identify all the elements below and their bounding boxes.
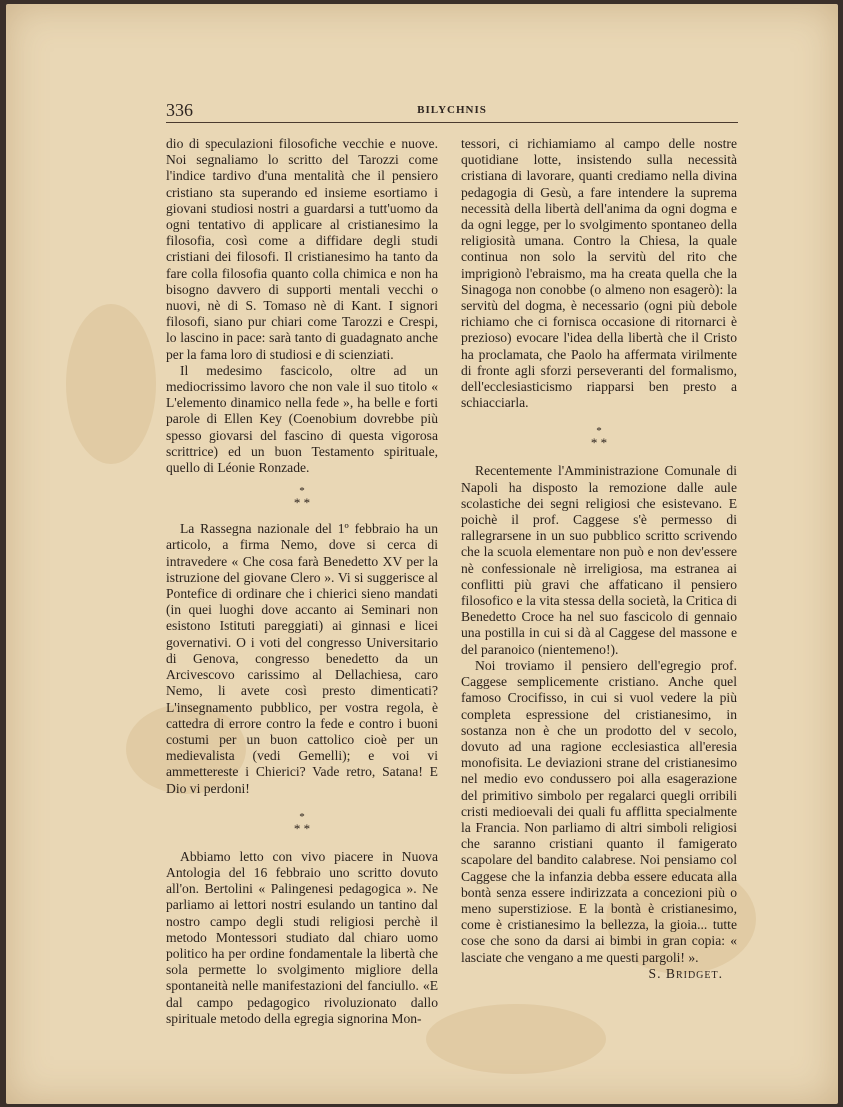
paper-stain xyxy=(426,1004,606,1074)
section-separator: * * * xyxy=(293,485,311,511)
paragraph: dio di speculazioni filosofiche vecchie e nuove. Noi segnaliamo lo scritto del Tarozzi come l'indice tardivo d'una mentalità che il pensiero cristiano sta superando ed insieme esortiamo i giovani studiosi nostri a guardarsi a tutt'uomo da ogni tentativo di applicare al cristianesimo la filosofia, così come a diffidare degli studi cristiani dei filosofi. Il cristianesimo ha tanto da fare colla filosofia quanto colla chimica e non ha bisogno davvero di supporti mentali vecchi o nuovi, nè di S. Tomaso nè di Kant. I signori filosofi, siano pur chiari come Tarozzi e Crespi, lo lascino in pace: sarà tanto di guadagnato anche per la fama loro di studiosi e di scienziati. xyxy=(166,136,438,362)
paragraph: Noi troviamo il pensiero dell'egregio prof. Caggese semplicemente cristiano. Anche quel famoso Crocifisso, in cui si vuol vedere la più completa espressione del cristianesimo, in sostanza non è che un prodotto del v secolo, dovuto ad una ragione ecclesiastica all'eresia monofisita. Le deviazioni strane del cristianesimo nel medio evo condussero poi alla esagerazione del primitivo simbolo per regalarci quegli orribili cristi medioevali dei quali fu afflitta specialmente la Francia. Non parliamo di altri simboli religiosi che saranno cristiani quanto il famigerato scapolare del bandito calabrese. Noi pensiamo col Caggese che la infanzia debba essere educata alla bontà senza essere indirizzata a concezioni più o meno superstiziose. E la bontà è cristianesimo, come è cristianesimo la bellezza, la gioia... tutte cose che sono da darsi ai bimbi in gran copia: « lasciate che vengano a me questi pargoli! ». xyxy=(461,657,737,965)
section-separator: * * * xyxy=(590,425,608,451)
journal-title: BILYCHNIS xyxy=(417,104,487,116)
right-column xyxy=(461,136,737,982)
paragraph: Recentemente l'Amministrazione Comunale di Napoli ha disposto la remozione dalle aule scolastiche dei segni religiosi che esistevano. E poichè il prof. Caggese s'è permesso di rallegrarsene in un suo pubblico scritto scrivendo che la scuola elementare non può e non dev'essere nè confessionale nè irreligiosa, ma estranea ai conflitti più gravi che affaticano il pensiero filosofico e la vita stessa della società, la Critica di Benedetto Croce ha nel suo fascicolo di gennaio una postilla in cui si dà al Caggese del massone e del paranoico (nientemeno!). xyxy=(461,463,737,657)
paragraph: La Rassegna nazionale del 1º febbraio ha un articolo, a firma Nemo, dove si cerca di intravedere « Che cosa farà Benedetto XV per la istruzione del giovane Clero ». Vi si suggerisce al Pontefice di ordinare che i chierici sieno mandati (in quei luoghi dove accanto ai Seminari non esistono Istituti pareggiati) ai ginnasi e licei governativi. O i voti del congresso Universitario di Genova, congresso benedetto da un Arcivescovo carissimo al Dellachiesa, caro Nemo, li avete così presto dimenticati? L'insegnamento pubblico, per vostra regola, è cattedra di errore contro la fede e contro i buoni costumi per un buon cattolico cioè per un medievalista (vedi Gemelli); e voi vi ammettereste i Chierici? Vade retro, Satana! E Dio vi perdoni! xyxy=(166,521,438,796)
page-number: 336 xyxy=(166,100,193,120)
author-signature: S. Bridget. xyxy=(648,965,723,981)
paragraph: Abbiamo letto con vivo piacere in Nuova Antologia del 16 febbraio uno scritto dovuto all'on. Bertolini « Palingenesi pedagogica ». Ne parliamo ai lettori nostri esulando un tantino dal nostro campo degli studi religiosi perchè il metodo Montessori studiato dal chiaro uomo politico ha per ordine fondamentale la libertà che sola permette lo svolgimento migliore della spontaneità nelle manifestazioni del fanciullo. «E dal campo pedagogico rivoluzionato dallo spirituale metodo della egregia signorina Mon- xyxy=(166,848,438,1026)
section-separator: * * * xyxy=(293,810,311,836)
left-column xyxy=(166,136,438,1027)
running-header xyxy=(166,98,738,123)
paper-stain xyxy=(66,304,156,464)
paragraph: Il medesimo fascicolo, oltre ad un mediocrissimo lavoro che non vale il suo titolo « L'elemento dinamico nella fede », ha belle e forti parole di Ellen Key (Coenobium dovrebbe più spesso giovarsi del fascino di questa vigorosa scrittrice) ed un buon Testamento spirituale, quello di Léonie Ronzade. xyxy=(166,362,438,476)
paragraph: tessori, ci richiamiamo al campo delle nostre quotidiane lotte, insistendo sulla necessità cristiana di lavorare, quanti crediamo nella divina pedagogia di Gesù, a fare intendere la suprema necessità della libertà dell'anima da ogni dogma e da ogni legge, per lo svolgimento spontaneo della religiosità umana. Contro la Chiesa, la quale continua non solo la servitù del rito che imprigionò l'ebraismo, ma ha creata quella che la Sinagoga non conobbe (o almeno non esagerò): la servitù del dogma, è necessario (ogni più debole richiamo che ci fornisca occasione di ritornarci è prezioso) evocare l'idea della libertà che il Cristo ha proclamata, che Paolo ha affermata virilmente di fronte agli sforzi perseveranti del formalismo, dell'ecclesiasticismo riapparsi ben presto a schiacciarla. xyxy=(461,136,737,411)
